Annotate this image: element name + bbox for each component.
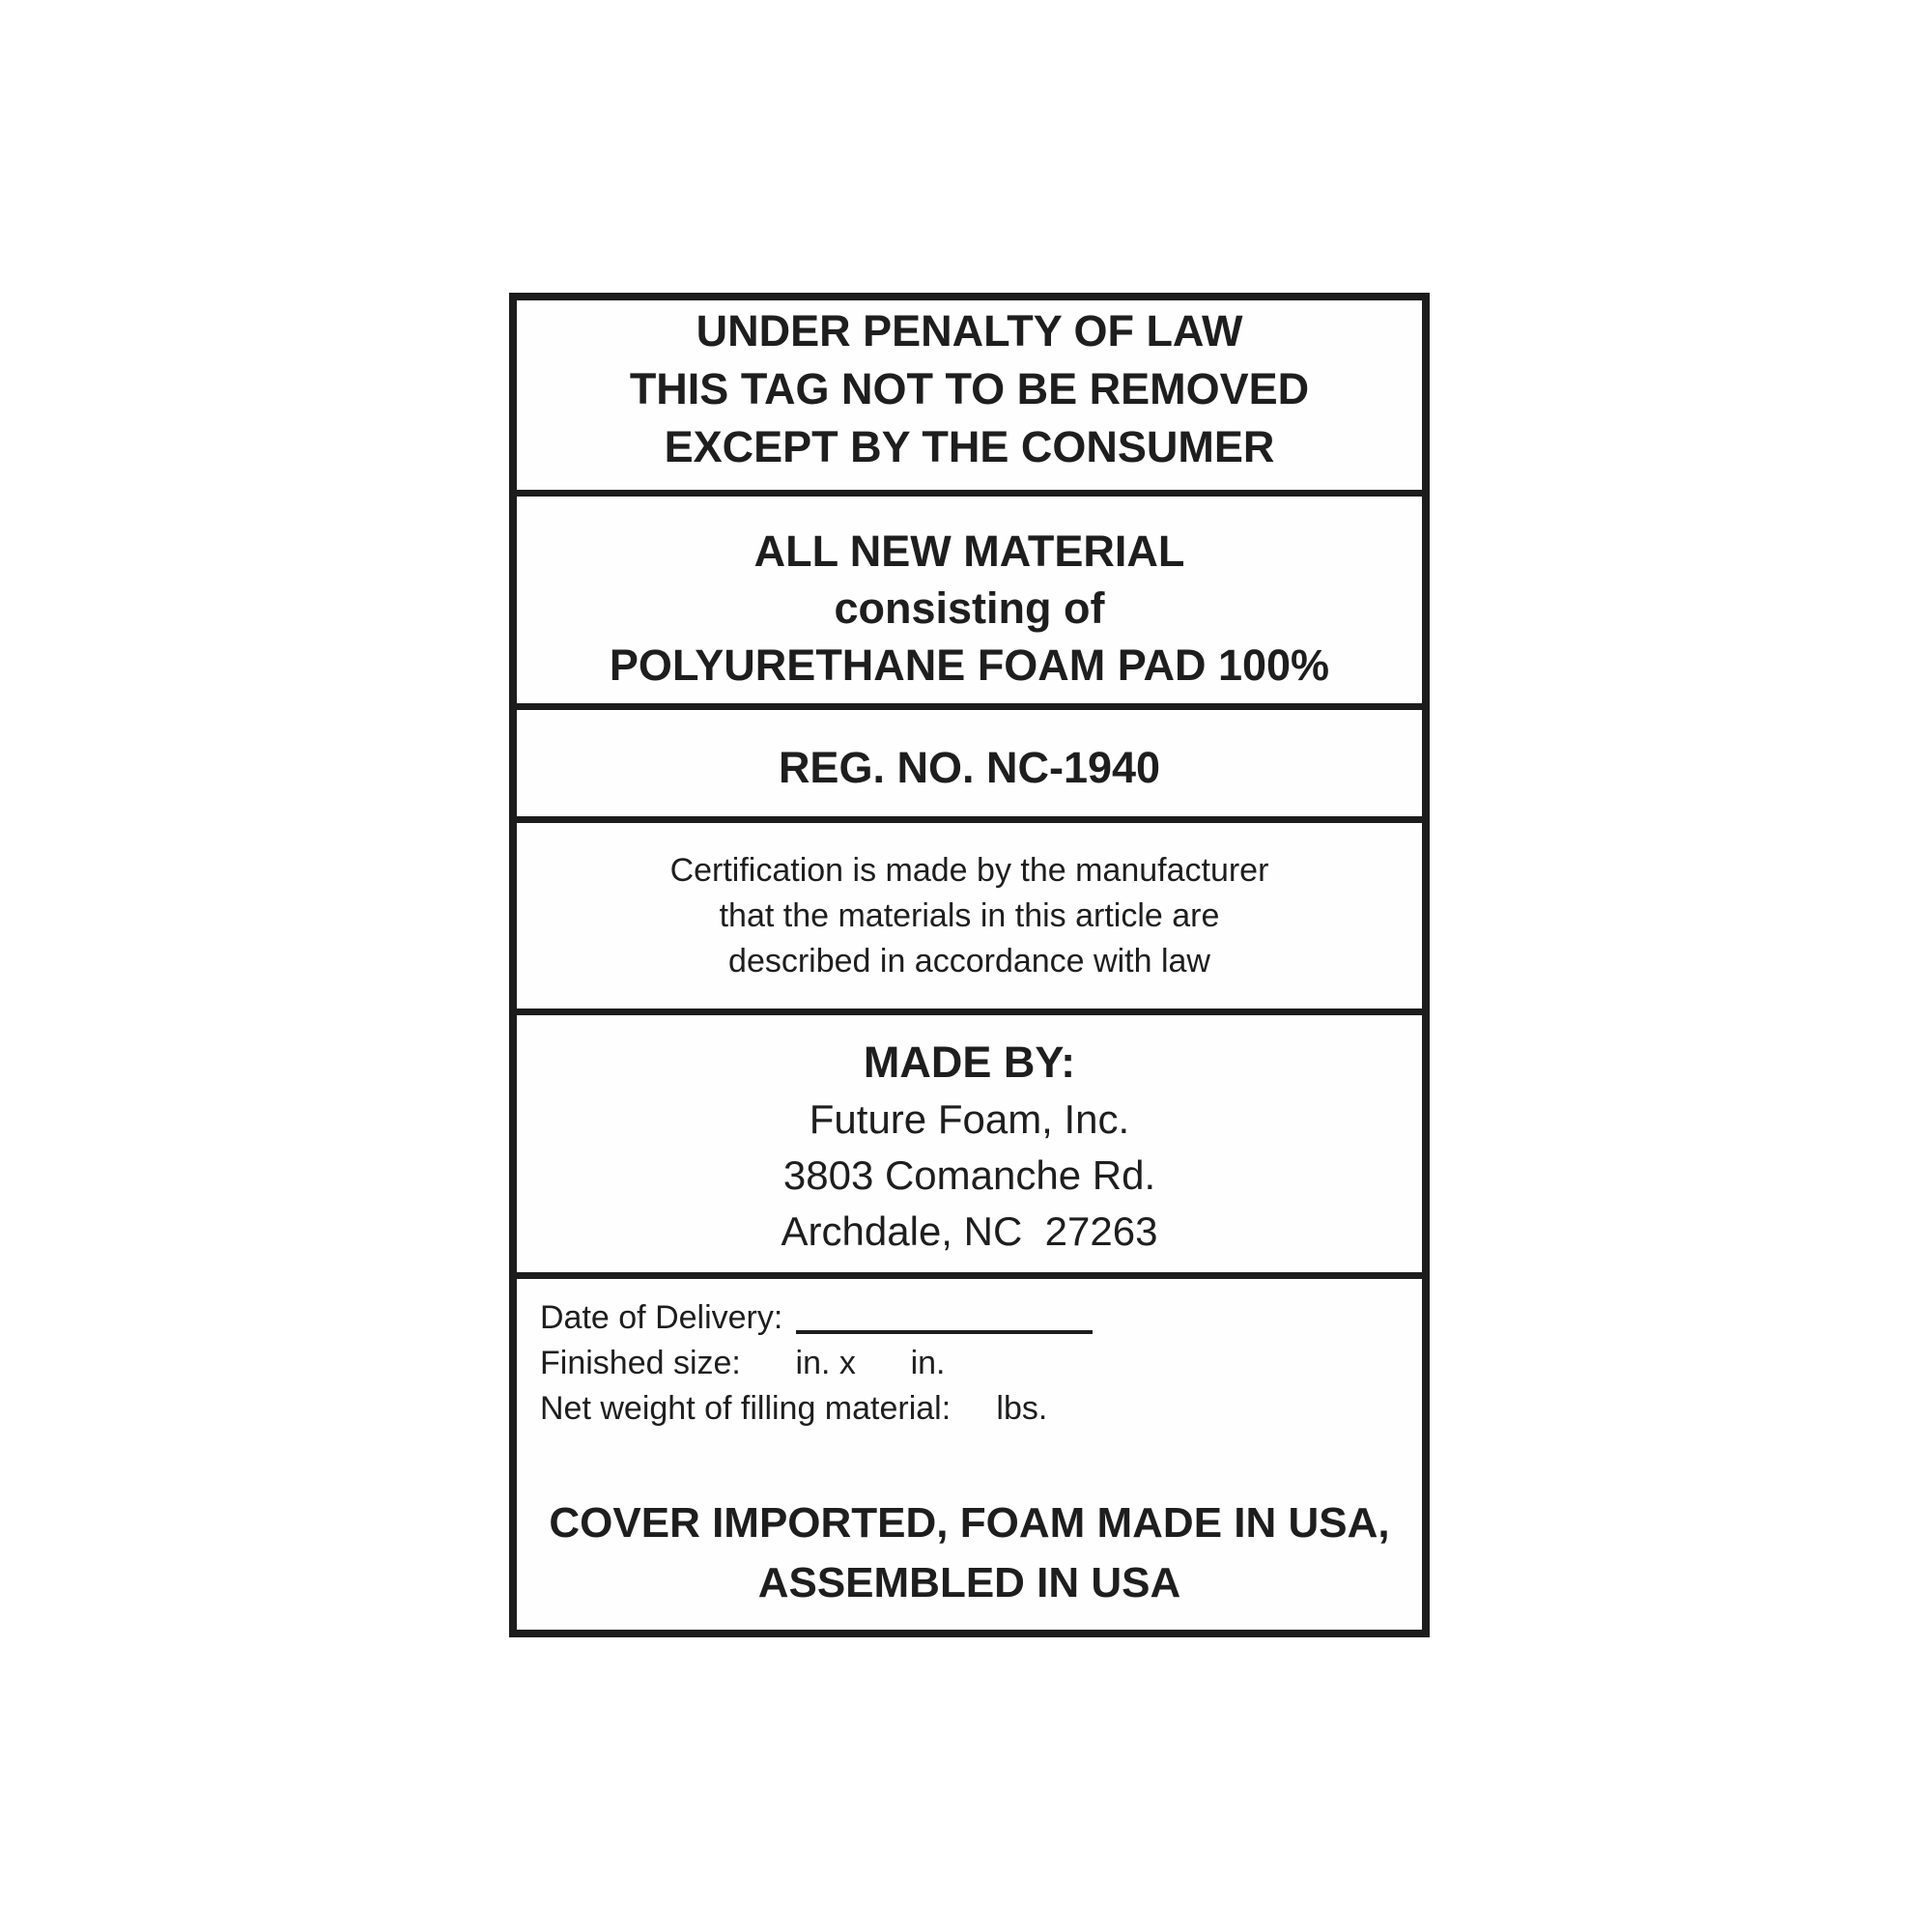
- certification-line-2: that the materials in this article are: [719, 897, 1220, 934]
- penalty-section: [517, 300, 1422, 490]
- penalty-line-2: THIS TAG NOT TO BE REMOVED: [629, 364, 1310, 413]
- material-line-3: POLYURETHANE FOAM PAD 100%: [609, 640, 1330, 690]
- material-section: [517, 490, 1422, 703]
- certification-section: [517, 816, 1422, 1009]
- origin-line-2: ASSEMBLED IN USA: [757, 1559, 1181, 1606]
- certification-line-1: Certification is made by the manufacturer: [669, 852, 1269, 889]
- origin-line-1: COVER IMPORTED, FOAM MADE IN USA,: [549, 1499, 1390, 1547]
- penalty-line-1: UNDER PENALTY OF LAW: [696, 306, 1243, 355]
- date-of-delivery-line: [540, 1295, 1399, 1341]
- origin-statement: [540, 1493, 1399, 1613]
- made-by-section: [517, 1009, 1422, 1272]
- manufacturer-city-state-zip: Archdale, NC 27263: [781, 1208, 1158, 1254]
- manufacturer-street: 3803 Comanche Rd.: [782, 1152, 1156, 1198]
- registration-number: REG. NO. NC-1940: [778, 743, 1161, 792]
- finished-size-line: Finished size: in. x in.: [540, 1345, 946, 1381]
- net-weight-line: Net weight of filling material: lbs.: [540, 1390, 1048, 1427]
- details-section: [517, 1272, 1422, 1630]
- manufacturer-name: Future Foam, Inc.: [809, 1096, 1130, 1142]
- certification-line-3: described in accordance with law: [728, 943, 1210, 980]
- registration-section: [517, 703, 1422, 816]
- made-by-heading: MADE BY:: [863, 1037, 1076, 1087]
- date-of-delivery-label: Date of Delivery:: [540, 1299, 783, 1336]
- material-line-2: consisting of: [834, 583, 1105, 633]
- law-tag-label: [509, 293, 1430, 1637]
- penalty-line-3: EXCEPT BY THE CONSUMER: [664, 422, 1275, 471]
- material-line-1: ALL NEW MATERIAL: [753, 526, 1185, 576]
- date-of-delivery-blank: [796, 1301, 1093, 1334]
